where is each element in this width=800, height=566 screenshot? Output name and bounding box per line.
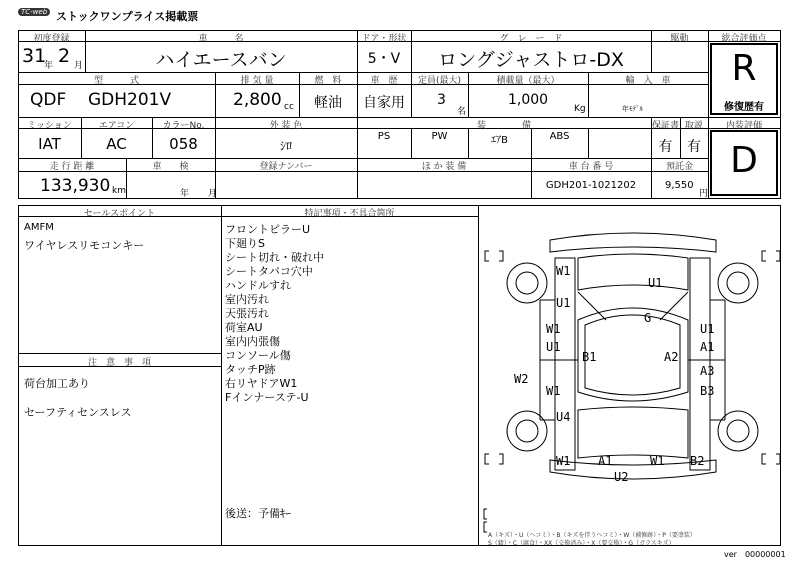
damage-mark: B1 — [582, 350, 597, 364]
eq-ps: PS — [377, 131, 391, 142]
label-equipment: 装 備 — [476, 121, 531, 131]
damage-mark: A1 — [700, 340, 715, 354]
label-import: 輸 入 車 — [625, 76, 671, 86]
eq-airbag: ｴｱB — [491, 135, 508, 146]
inspection-month: 月 — [208, 189, 218, 199]
load-value: 1,000 — [508, 92, 549, 108]
first-reg-month-unit: 月 — [74, 61, 84, 71]
chassis-value: GDH201-1021202 — [545, 180, 637, 191]
aircon-value: AC — [106, 135, 127, 153]
label-model: 型 式 — [93, 76, 139, 86]
damage-mark: W2 — [514, 372, 529, 386]
label-overall: 総合評価点 — [721, 34, 767, 44]
color-no-value: 058 — [169, 135, 198, 153]
mileage-unit: km — [112, 186, 126, 196]
eq-abs: ABS — [549, 131, 570, 142]
damage-mark: U1 — [546, 340, 561, 354]
overall-note: 修復歴有 — [724, 102, 764, 113]
model-value: GDH201V — [88, 90, 172, 110]
label-manual: 取説 — [684, 121, 703, 131]
exterior-value: ｼﾛ — [279, 139, 292, 153]
label-mileage: 走 行 距 離 — [49, 162, 95, 172]
label-plate: 登録ナンバー — [259, 162, 313, 172]
grade-value: ロングジャストロ-DX — [438, 49, 624, 71]
label-grade: グ レ ー ド — [499, 34, 563, 44]
mileage-value: 133,930 — [40, 176, 111, 196]
label-other-eq: ほ か 装 備 — [421, 162, 467, 172]
caution-2: セーフティセンスレス — [24, 406, 132, 419]
damage-mark: B3 — [700, 384, 715, 398]
sales-point-1: AMFM — [24, 222, 54, 233]
special-note: フロントピラーU — [225, 223, 311, 236]
label-interior-eval: 内装評価 — [725, 121, 762, 131]
special-note: 室内内張傷 — [225, 335, 280, 348]
interior-score: D — [730, 140, 758, 181]
damage-mark: W1 — [546, 322, 561, 336]
label-first-reg: 初度登録 — [33, 34, 70, 44]
damage-mark: A1 — [598, 454, 613, 468]
load-unit: Kg — [574, 104, 586, 114]
damage-mark: U1 — [700, 322, 715, 336]
special-note-footer: 後送：予備ｷｰ — [225, 507, 291, 520]
damage-mark: W1 — [556, 264, 571, 278]
special-note: シートタバコ穴中 — [225, 265, 313, 278]
label-inspection: 車 検 — [152, 162, 189, 172]
special-note: ハンドルすれ — [225, 279, 291, 292]
special-note: 荷室AU — [225, 321, 263, 334]
label-sales-points: セールスポイント — [83, 209, 156, 219]
label-drive: 駆動 — [670, 34, 689, 44]
label-color-no: カラーNo. — [162, 121, 205, 131]
import-note: 年ﾓﾃﾞﾙ — [622, 105, 643, 113]
label-special-notes: 特記事項・不具合箇所 — [304, 209, 395, 219]
capacity-unit: 名 — [457, 107, 467, 117]
inspection-year: 年 — [180, 189, 190, 199]
label-load: 積載量（最大） — [496, 76, 560, 86]
label-warranty: 保証書 — [651, 121, 679, 131]
damage-mark: W1 — [546, 384, 561, 398]
damage-mark: U4 — [556, 410, 571, 424]
version-label: ver 00000001 — [724, 550, 786, 559]
label-exterior: 外 装 色 — [269, 121, 303, 131]
history-value: 自家用 — [363, 95, 405, 111]
eq-pw: PW — [431, 131, 448, 142]
fuel-value: 軽油 — [314, 95, 342, 111]
car-name-value: ハイエースバン — [155, 49, 287, 71]
sales-point-2: ワイヤレスリモコンキー — [24, 239, 145, 252]
label-price: 預託金 — [665, 162, 693, 172]
first-reg-month: 2 — [58, 45, 71, 67]
price-unit: 円 — [699, 189, 709, 199]
special-note: 天張汚れ — [225, 307, 269, 320]
damage-mark: U2 — [614, 470, 629, 484]
damage-mark: U1 — [648, 276, 663, 290]
label-aircon: エアコン — [98, 121, 135, 131]
label-fuel: 燃 料 — [314, 76, 342, 86]
label-car-name: 車 名 — [198, 34, 244, 44]
displacement-unit: cc — [284, 102, 294, 112]
logo: TC-web — [18, 8, 50, 16]
manual-value: 有 — [687, 139, 701, 155]
label-capacity: 定員(最大) — [417, 76, 462, 86]
warranty-value: 有 — [658, 139, 673, 155]
model-prefix: QDF — [30, 90, 67, 110]
label-mission: ミッション — [27, 121, 72, 131]
damage-mark: W1 — [556, 454, 571, 468]
damage-mark: W1 — [650, 454, 665, 468]
displacement-value: 2,800 — [233, 90, 282, 110]
special-note: シート切れ・破れ中 — [225, 251, 324, 264]
label-door-shape: ドア・形状 — [361, 34, 407, 44]
label-cautions: 注 意 事 項 — [87, 358, 151, 368]
damage-mark: A2 — [664, 350, 679, 364]
special-note: コンソール傷 — [225, 349, 291, 362]
damage-mark: G — [644, 311, 652, 325]
label-chassis: 車 台 番 号 — [568, 162, 614, 172]
overall-score: R — [731, 48, 757, 89]
caution-1: 荷台加工あり — [24, 377, 90, 390]
special-note: タッチP跡 — [225, 363, 276, 376]
special-note: 室内汚れ — [225, 293, 269, 306]
special-note: 右リヤドアW1 — [225, 377, 298, 390]
price-value: 9,550 — [665, 180, 694, 191]
damage-legend-1: A（キズ）・U（ヘコミ）・B（キズを伴うヘコミ）・W（補修跡）・P（要塗装） — [488, 532, 696, 539]
special-note: 下廻りS — [225, 237, 265, 250]
first-reg-year-unit: 年 — [44, 61, 54, 71]
door-shape-value: 5・V — [367, 51, 401, 67]
capacity-value: 3 — [437, 92, 446, 108]
label-displacement: 排 気 量 — [240, 76, 274, 86]
damage-mark: U1 — [556, 296, 571, 310]
label-history: 車 歴 — [370, 76, 398, 86]
damage-mark: B2 — [690, 454, 705, 468]
damage-legend-2: S（錆）・C（腐食）・XX（交換済み）・X（要交換）・G（ガラスキズ） — [488, 540, 675, 547]
damage-mark: A3 — [700, 364, 715, 378]
page-title: ストックワンプライス掲載票 — [56, 10, 199, 23]
first-reg-year: 31 — [22, 45, 47, 67]
mission-value: IAT — [38, 135, 61, 153]
special-note: Fインナーステ-U — [225, 391, 309, 404]
